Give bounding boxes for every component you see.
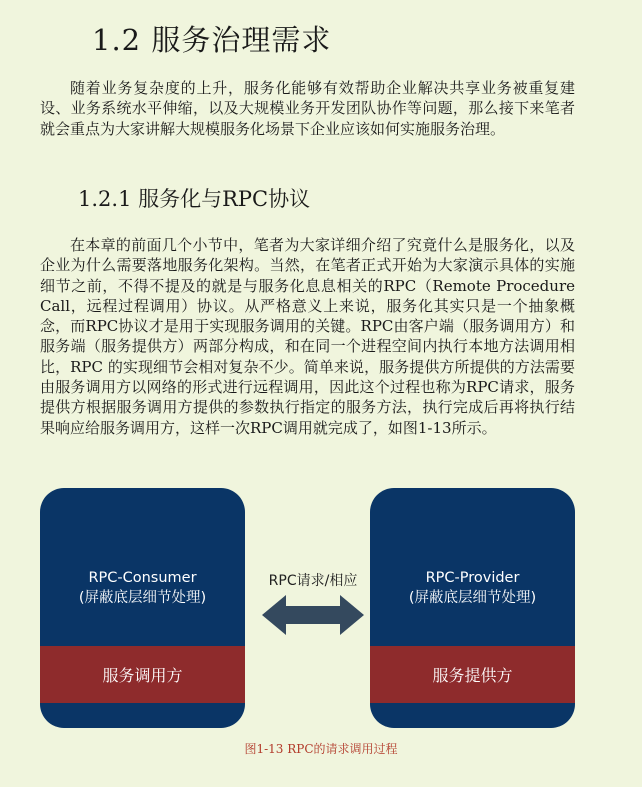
- subsection-paragraph: 在本章的前面几个小节中，笔者为大家详细介绍了究竟什么是服务化，以及企业为什么需要落地服务化架构。当然，在笔者正式开始为大家演示具体的实施细节之前，不得不提及的就是与服务化息息相关的RPC（Remote Procedure Call，远程过程调用）协议。从严格意义上来说，服务化其实只是一个抽象概念，而RPC协议才是用于实现服务调用的关键。RPC由客户端（服务调用方）和服务端（服务提供方）两部分构成，和在同一个进程空间内执行本地方法调用相比，RPC 的实现细节会相对复杂不少。简单来说，服务提供方所提供的方法需要由服务调用方以网络的形式进行远程调用，因此这个过程也称为RPC请求，服务提供方根据服务调用方提供的参数执行指定的服务方法，执行完成后再将执行结果响应给服务调用方，这样一次RPC调用就完成了，如图1-13所示。: [40, 236, 575, 437]
- figure-caption: 图1-13 RPC的请求调用过程: [244, 742, 398, 756]
- provider-role-label: 服务提供方: [432, 666, 513, 685]
- rpc-consumer-box: [40, 488, 245, 728]
- provider-subtitle: (屏蔽底层细节处理): [408, 590, 537, 606]
- subsection-heading: 1.2.1 服务化与RPC协议: [78, 187, 311, 211]
- consumer-role-band: [40, 646, 245, 703]
- arrow-label: RPC请求/相应: [268, 573, 358, 589]
- provider-title: RPC-Provider: [425, 570, 520, 586]
- rpc-figure: [0, 488, 642, 748]
- section-heading: 1.2 服务治理需求: [92, 23, 332, 57]
- rpc-provider-box: [370, 488, 575, 728]
- section-paragraph: 随着业务复杂度的上升，服务化能够有效帮助企业解决共享业务被重复建设、业务系统水平伸缩，以及大规模业务开发团队协作等问题，那么接下来笔者就会重点为大家讲解大规模服务化场景下企业应该如何实施服务治理。: [40, 79, 575, 138]
- consumer-subtitle: (屏蔽底层细节处理): [78, 590, 207, 606]
- consumer-title: RPC-Consumer: [88, 570, 197, 586]
- consumer-role-label: 服务调用方: [102, 666, 183, 685]
- double-arrow-icon: [262, 593, 364, 637]
- provider-role-band: [370, 646, 575, 703]
